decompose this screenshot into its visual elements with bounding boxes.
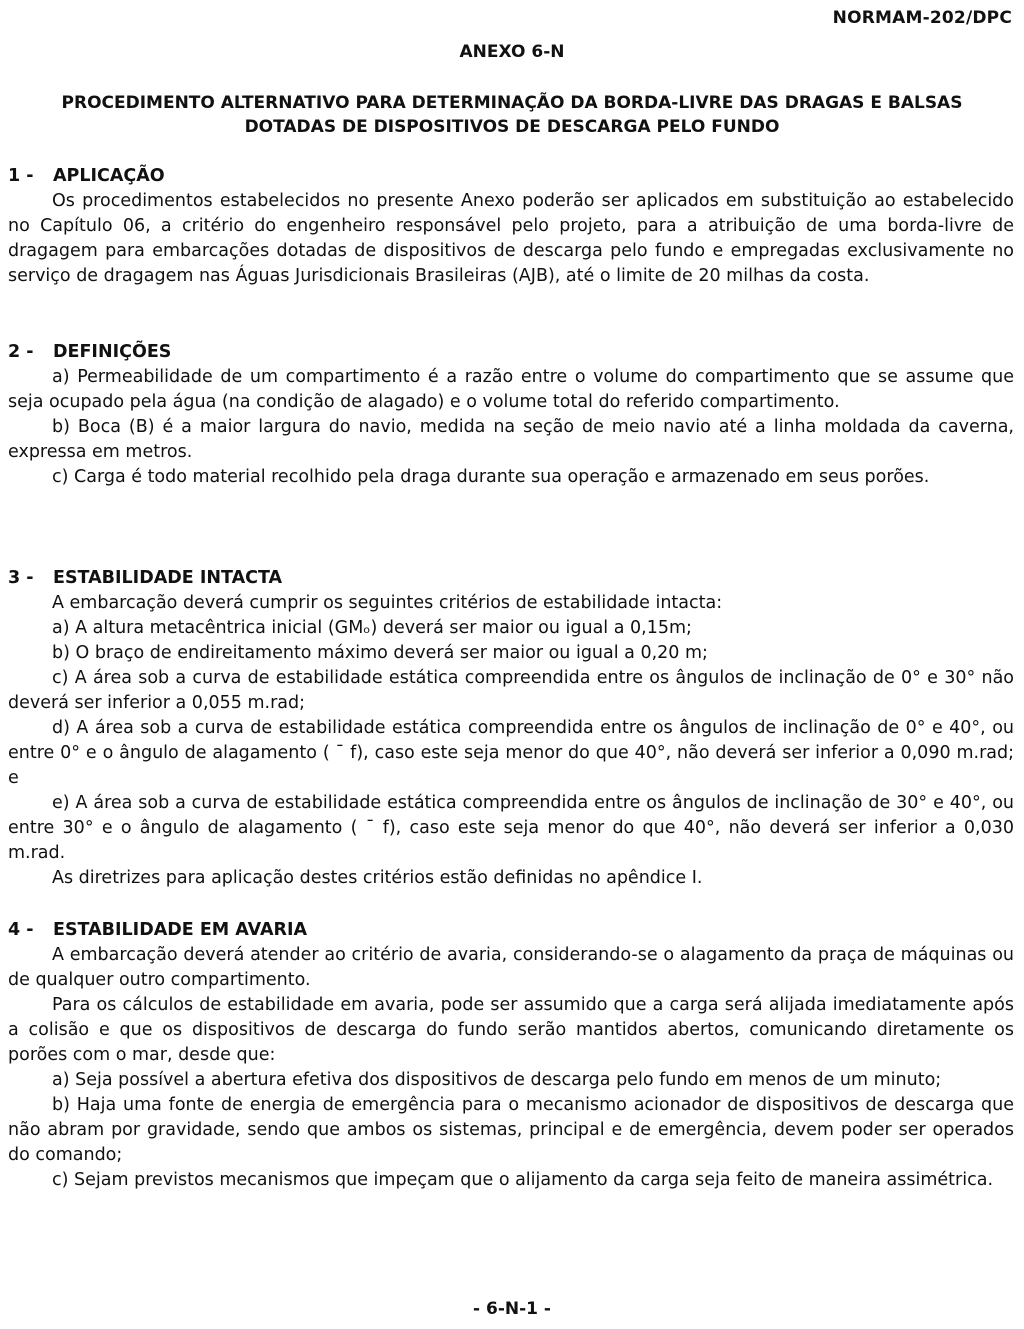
paragraph: A embarcação deverá atender ao critério de avaria, considerando-se o alagamento da praça de máquinas ou de qualquer outro compartimento.: [8, 945, 1014, 990]
paragraph: b) O braço de endireitamento máximo deverá ser maior ou igual a 0,20 m;: [52, 643, 708, 663]
section-heading: [8, 566, 1014, 591]
section-heading: [8, 164, 1014, 189]
section-number: 4 -: [8, 920, 34, 940]
section-number: 3 -: [8, 568, 34, 588]
paragraph: Os procedimentos estabelecidos no presente Anexo poderão ser aplicados em substituição ao estabelecido no Capítulo 06, a critério do engenheiro responsável pelo projeto, para a atribuição de uma borda-livre de dragagem para embarcações dotadas de dispositivos de descarga pelo fundo e empregadas exclusivamente no serviço de dragagem nas Águas Jurisdicionais Brasileiras (AJB), até o limite de 20 milhas da costa.: [8, 191, 1014, 286]
section-estabilidade-intacta: [8, 566, 1014, 891]
title-line-2: DOTADAS DE DISPOSITIVOS DE DESCARGA PELO FUNDO: [244, 117, 780, 137]
section-heading: [8, 918, 1014, 943]
paragraph: c) Carga é todo material recolhido pela draga durante sua operação e armazenado em seus porões.: [52, 467, 930, 487]
section-title: ESTABILIDADE EM AVARIA: [53, 920, 308, 940]
paragraph: a) Seja possível a abertura efetiva dos dispositivos de descarga pelo fundo em menos de um minuto;: [52, 1070, 942, 1090]
paragraph: a) A altura metacêntrica inicial (GMₒ) deverá ser maior ou igual a 0,15m;: [52, 618, 692, 638]
section-heading: [8, 340, 1014, 365]
paragraph: As diretrizes para aplicação destes critérios estão definidas no apêndice I.: [52, 868, 703, 888]
document-code: NORMAM-202/DPC: [832, 8, 1012, 28]
section-definicoes: [8, 340, 1014, 490]
paragraph: A embarcação deverá cumprir os seguintes critérios de estabilidade intacta:: [52, 593, 723, 613]
section-title: ESTABILIDADE INTACTA: [53, 568, 283, 588]
paragraph: b) Boca (B) é a maior largura do navio, medida na seção de meio navio até a linha moldada da caverna, expressa em metros.: [8, 417, 1014, 462]
paragraph: c) A área sob a curva de estabilidade estática compreendida entre os ângulos de inclinação de 0° e 30° não deverá ser inferior a 0,055 m.rad;: [8, 668, 1014, 713]
annex-label: ANEXO 6-N: [459, 42, 565, 62]
section-aplicacao: [8, 164, 1014, 289]
paragraph: d) A área sob a curva de estabilidade estática compreendida entre os ângulos de inclinação de 0° e 40°, ou entre 0° e o ângulo de alagamento ( ¯ f), caso este seja menor do que 40°, não deverá ser inferior a 0,090 m.rad; e: [8, 718, 1014, 788]
paragraph: a) Permeabilidade de um compartimento é a razão entre o volume do compartimento que se assume que seja ocupado pela água (na condição de alagado) e o volume total do referido compartimento.: [8, 367, 1014, 412]
title-line-1: PROCEDIMENTO ALTERNATIVO PARA DETERMINAÇÃO DA BORDA-LIVRE DAS DRAGAS E BALSAS: [61, 93, 963, 113]
paragraph: Para os cálculos de estabilidade em avaria, pode ser assumido que a carga será alijada imediatamente após a colisão e que os dispositivos de descarga do fundo serão mantidos abertos, comunicando diretamente os porões com o mar, desde que:: [8, 995, 1014, 1065]
section-estabilidade-avaria: [8, 918, 1014, 1193]
document-title: [0, 91, 1024, 139]
section-number: 1 -: [8, 166, 34, 186]
page-number: - 6-N-1 -: [473, 1299, 551, 1319]
section-number: 2 -: [8, 342, 34, 362]
paragraph: b) Haja uma fonte de energia de emergência para o mecanismo acionador de dispositivos de descarga que não abram por gravidade, sendo que ambos os sistemas, principal e de emergência, devem poder ser operados do comando;: [8, 1095, 1014, 1165]
paragraph: c) Sejam previstos mecanismos que impeçam que o alijamento da carga seja feito de maneira assimétrica.: [52, 1170, 994, 1190]
section-title: APLICAÇÃO: [53, 166, 165, 186]
paragraph: e) A área sob a curva de estabilidade estática compreendida entre os ângulos de inclinação de 30° e 40°, ou entre 30° e o ângulo de alagamento ( ¯ f), caso este seja menor do que 40°, não deverá ser inferior a 0,030 m.rad.: [8, 793, 1014, 863]
section-title: DEFINIÇÕES: [53, 342, 172, 362]
